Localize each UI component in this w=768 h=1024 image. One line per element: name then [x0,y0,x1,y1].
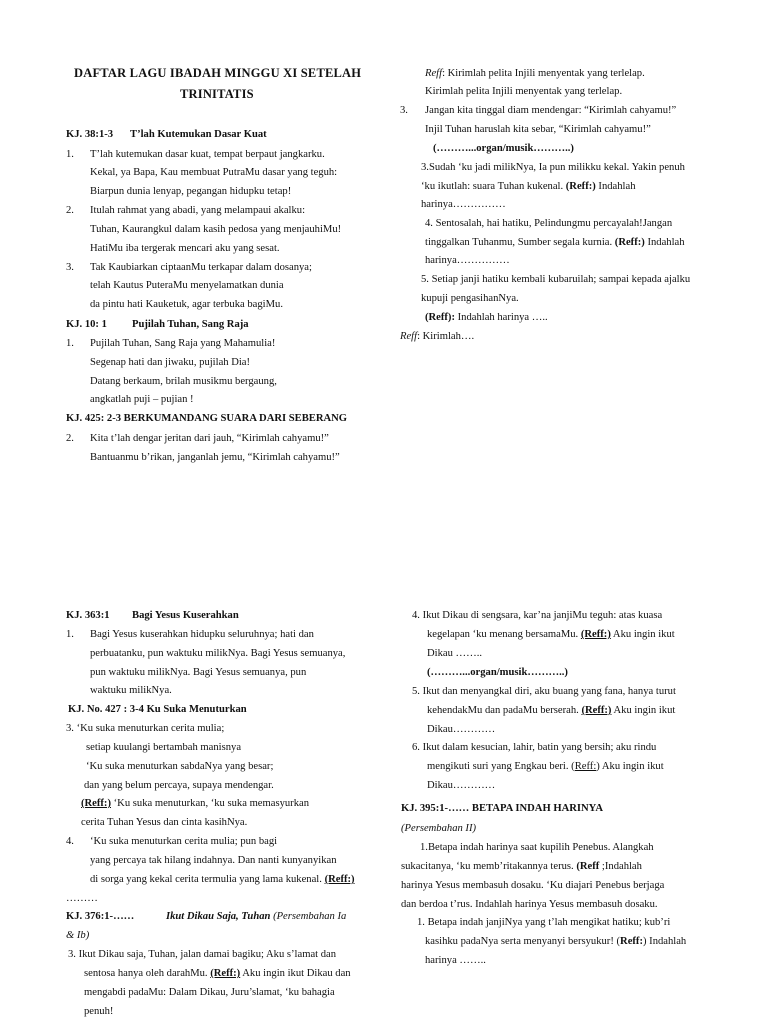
lyric-line [401,860,642,873]
lyric-line: Itulah rahmat yang abadi, yang melampaui akalku: [90,205,306,216]
lyric-line: perbuatanku, pun waktuku milikNya. Bagi Yesus semuanya, [90,648,346,659]
song-heading: KJ. No. 427 : 3-4 Ku Suka Menuturkan [68,704,247,715]
reff-marker: (Reff:) [565,181,596,192]
lyric-line: 5. Ikut dan menyangkal diri, aku buang yang fana, hanya turut [412,686,676,697]
verse-number: 1. [66,338,74,349]
reff-marker: (Reff:) [210,968,241,979]
lyric-line: kupuji pengasihanNya. [421,293,519,304]
lyric-line [421,180,636,193]
lyric-text: Indahlah [644,237,685,248]
reff-marker: (Reff:) [580,629,611,640]
lyric-line: harinya…………… [425,255,510,266]
verse-number: 1. [66,629,74,640]
reff-marker: (Reff [576,861,600,872]
lyric-line: Dikau………… [427,724,496,735]
song-heading-note: (Persembahan II) [401,823,477,834]
lyric-line: Injil Tuhan haruslah kita sebar, “Kirimlah cahyamu!” [425,124,651,135]
song-heading: KJ. 425: 2-3 BERKUMANDANG SUARA DARI SEBERANG [66,413,348,424]
reff-marker: (Reff:) [581,705,612,716]
lyric-line: harinya…………… [421,199,506,210]
reff-marker: Reff: [620,936,643,947]
lyric-line: Dikau …….. [427,648,483,659]
lyric-line [427,704,675,717]
song-heading-number: KJ. 10: 1 [66,319,107,330]
lyric-line: 6. Ikut dalam kesucian, lahir, batin yang bersih; aku rindu [412,742,657,753]
lyric-line: ……… [66,893,98,904]
lyric-text: sukacitanya, ‘ku memb’ritakannya terus. [401,861,574,872]
reff-text: : Kirimlah pelita Injili menyentak yang terlelap. [442,68,645,79]
reff-line [400,330,474,343]
lyric-line: telah Kautus PuteraMu menyelamatkan dunia [90,280,284,291]
lyric-text: Aku ingin ikut [611,705,676,716]
lyric-line: Bagi Yesus kuserahkan hidupku seluruhnya; hati dan [90,629,314,640]
lyric-line: Segenap hati dan jiwaku, pujilah Dia! [90,357,251,368]
lyric-line: T’lah kutemukan dasar kuat, tempat berpaut jangkarku. [90,149,325,160]
reff-line [425,67,645,80]
lyric-line: 4. Ikut Dikau di sengsara, kar’na janjiMu teguh: atas kuasa [412,610,663,621]
lyric-line [84,967,351,980]
lyric-text: sentosa hanya oleh darahMu. [84,968,208,979]
lyric-line [427,760,664,773]
lyric-line: setiap kuulangi bertambah manisnya [86,742,242,753]
song-heading-note: & Ib) [66,930,90,941]
song-heading-title: Ikut Dikau Saja, Tuhan [166,911,271,922]
reff-label: Reff [400,331,418,342]
song-heading-title: Bagi Yesus Kuserahkan [132,610,239,621]
lyric-line: harinya Yesus membasuh dosaku. ‘Ku diajari Penebus berjaga [401,880,665,891]
lyric-line: 5. Setiap janji hatiku kembali kubaruilah; sampai kepada ajalku [421,274,691,285]
lyric-line [427,628,675,641]
lyric-line: mengabdi padaMu: Dalam Dikau, Juru’slamat, ‘ku bahagia [84,987,335,998]
song-heading-number: KJ. 38:1-3 [66,129,114,140]
song-heading: KJ. 395:1-…… BETAPA INDAH HARINYA [401,803,603,814]
lyric-text: tinggalkan Tuhanmu, Sumber segala kurnia. [425,237,613,248]
lyric-text: ‘ku ikutlah: suara Tuhan kukenal. [421,181,564,192]
lyric-line [90,873,355,886]
lyric-line: 1. Betapa indah janjiNya yang t’lah mengikat hatiku; kub’ri [417,917,671,928]
lyric-line: dan yang belum percaya, supaya mendengar. [84,780,274,791]
verse-number: 2. [66,433,74,444]
lyric-line: Dikau………… [427,780,496,791]
verse-number: 3. [66,262,74,273]
lyric-text: ‘Ku suka menuturkan, ‘ku suka memasyurkan [111,798,309,809]
lyric-line: cerita Tuhan Yesus dan cinta kasihNya. [81,817,248,828]
lyric-line: dan berdoa t’rus. Indahlah harinya Yesus membasuh dosaku. [401,899,658,910]
lyric-text: di sorga yang kekal cerita termulia yang lama kukenal. [90,874,322,885]
lyric-line: Kekal, ya Bapa, Kau membuat PutraMu dasar yang teguh: [90,167,338,178]
lyric-text: ) Aku ingin ikut [596,761,664,772]
lyric-text: mengikuti suri yang Engkau beri. ( [427,761,575,772]
lyric-line: 3. ‘Ku suka menuturkan cerita mulia; [66,723,225,734]
lyric-line [425,236,685,249]
reff-marker: (Reff:) [81,798,111,809]
song-heading-title: T’lah Kutemukan Dasar Kuat [130,129,267,140]
song-heading-number: KJ. 363:1 [66,610,110,621]
lyric-line: harinya …….. [425,955,486,966]
song-heading-number: KJ. 376:1-…… [66,911,135,922]
lyric-line: 3.Sudah ‘ku jadi milikNya, Ia pun milikku kekal. Yakin penuh [421,162,685,173]
verse-number: 3. [400,105,408,116]
lyric-text: kasihku padaNya serta menyanyi bersyukur! ( [425,936,621,947]
lyric-line [425,935,686,948]
lyric-line: pun waktuku milikNya. Bagi Yesus semuanya, pun [90,667,307,678]
lyric-line: waktuku milikNya. [90,685,172,696]
lyric-text: kehendakMu dan padaMu berserah. [427,705,579,716]
lyric-line: penuh! [84,1006,114,1017]
reff-marker: Reff: [574,761,597,772]
lyric-line: angkatlah puji – pujian ! [90,394,194,405]
verse-number: 2. [66,205,74,216]
organ-interlude: (………...organ/musik………..) [433,143,574,154]
lyric-line: Pujilah Tuhan, Sang Raja yang Mahamulia! [90,338,276,349]
page-title-line1: DAFTAR LAGU IBADAH MINGGU XI SETELAH [74,66,362,80]
lyric-line: Biarpun dunia lenyap, pegangan hidupku tetap! [90,186,292,197]
lyric-line: da pintu hati Kauketuk, agar terbuka bagiMu. [90,299,283,310]
song-heading-title: Pujilah Tuhan, Sang Raja [132,319,249,330]
lyric-line: Tak Kaubiarkan ciptaanMu terkapar dalam dosanya; [90,262,312,273]
lyric-text: Aku ingin ikut Dikau dan [240,968,351,979]
lyric-line [425,311,548,324]
lyric-line [81,797,309,810]
lyric-line: ‘Ku suka menuturkan sabdaNya yang besar; [86,761,274,772]
song-heading-line [166,910,346,923]
reff-label: Reff [425,68,443,79]
lyric-line: 3. Ikut Dikau saja, Tuhan, jalan damai bagiku; Aku s’lamat dan [68,949,337,960]
lyric-line: yang percaya tak hilang indahnya. Dan nanti kunyanyikan [90,855,337,866]
lyric-line: Bantuanmu b’rikan, janganlah jemu, “Kirimlah cahyamu!” [90,452,340,463]
lyric-line: Jangan kita tinggal diam mendengar: “Kirimlah cahyamu!” [425,105,677,116]
lyric-line: Tuhan, Kaurangkul dalam kasih pedosa yang menjauhiMu! [90,224,342,235]
lyric-line: 1.Betapa indah harinya saat kupilih Penebus. Alangkah [420,842,654,853]
verse-number: 4. [66,836,74,847]
lyric-text: ;Indahlah [599,861,642,872]
lyric-text: kegelapan ‘ku menang bersamaMu. [427,629,579,640]
reff-marker: (Reff): [425,312,455,323]
song-heading-note: (Persembahan Ia [273,911,347,922]
reff-marker: (Reff:) [614,237,645,248]
lyric-line: Kita t’lah dengar jeritan dari jauh, “Kirimlah cahyamu!” [90,433,329,444]
page-title-line2: TRINITATIS [180,87,254,101]
verse-number: 1. [66,149,74,160]
organ-interlude: (………...organ/musik………..) [427,667,568,678]
lyric-line: Kirimlah pelita Injili menyentak yang terlelap. [425,86,623,97]
lyric-text: Aku ingin ikut [610,629,675,640]
lyric-line: 4. Sentosalah, hai hatiku, Pelindungmu percayalah!Jangan [425,218,673,229]
lyric-text: Indahlah harinya ….. [455,312,548,323]
lyric-text: ) Indahlah [642,936,687,947]
lyric-line: ‘Ku suka menuturkan cerita mulia; pun bagi [90,836,278,847]
reff-marker: (Reff:) [324,874,355,885]
lyric-text: Indahlah [595,181,636,192]
lyric-line: HatiMu iba tergerak mencari aku yang sesat. [90,243,280,254]
lyric-line: Datang berkaum, brilah musikmu bergaung, [90,376,277,387]
reff-text: : Kirimlah…. [417,331,475,342]
